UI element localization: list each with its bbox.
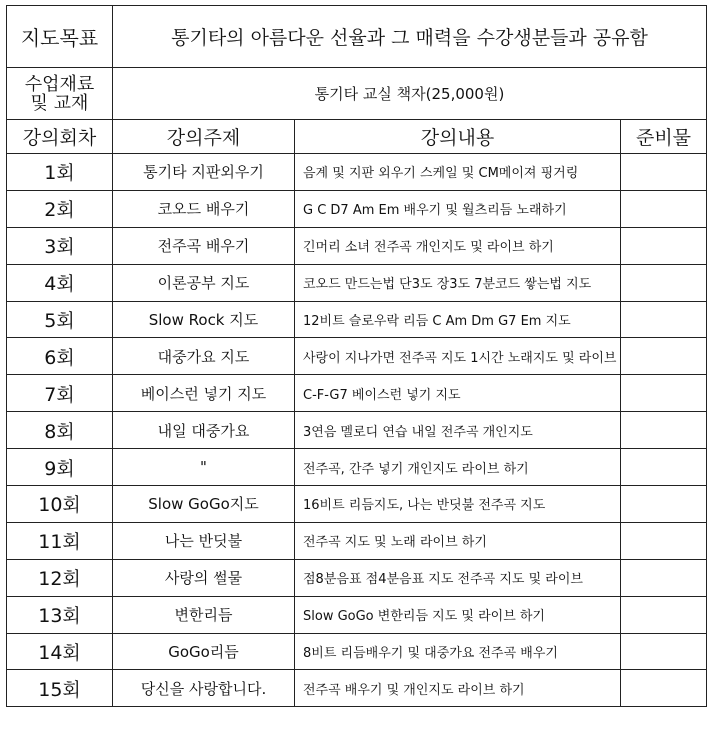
table-row [7,522,707,559]
table-row [7,596,707,633]
session-content: 전주곡 지도 및 노래 라이브 하기 [295,522,621,559]
table-row [7,412,707,449]
session-topic: 나는 반딧불 [113,522,295,559]
table-row [7,301,707,338]
goal-row [7,6,707,68]
session-prep [621,154,707,191]
session-content: 사랑이 지나가면 전주곡 지도 1시간 노래지도 및 라이브 [295,338,621,375]
session-prep [621,412,707,449]
session-prep [621,522,707,559]
session-topic: 당신을 사랑합니다. [113,670,295,707]
session-topic: Slow Rock 지도 [113,301,295,338]
goal-value: 통기타의 아름다운 선율과 그 매력을 수강생분들과 공유함 [113,6,707,68]
session-prep [621,633,707,670]
session-content: 3연음 멜로디 연습 내일 전주곡 개인지도 [295,412,621,449]
session-content: 12비트 슬로우락 리듬 C Am Dm G7 Em 지도 [295,301,621,338]
session-prep [621,301,707,338]
table-row [7,227,707,264]
session-prep [621,559,707,596]
column-header-prep: 준비물 [621,120,707,154]
table-row [7,559,707,596]
session-number: 12회 [7,559,113,596]
session-number: 5회 [7,301,113,338]
materials-value: 통기타 교실 책자(25,000원) [113,68,707,120]
session-number: 14회 [7,633,113,670]
session-topic: 내일 대중가요 [113,412,295,449]
session-prep [621,670,707,707]
session-number: 10회 [7,486,113,523]
session-content: 전주곡 배우기 및 개인지도 라이브 하기 [295,670,621,707]
session-number: 9회 [7,449,113,486]
table-row [7,449,707,486]
session-number: 4회 [7,264,113,301]
materials-label-line2: 및 교재 [30,92,89,114]
session-number: 1회 [7,154,113,191]
table-row [7,338,707,375]
session-topic: 통기타 지판외우기 [113,154,295,191]
column-header-session: 강의회차 [7,120,113,154]
goal-label: 지도목표 [7,6,113,68]
session-prep [621,449,707,486]
session-content: Slow GoGo 변한리듬 지도 및 라이브 하기 [295,596,621,633]
session-content: G C D7 Am Em 배우기 및 월츠리듬 노래하기 [295,190,621,227]
session-number: 8회 [7,412,113,449]
session-prep [621,264,707,301]
session-prep [621,596,707,633]
session-number: 15회 [7,670,113,707]
session-topic: " [113,449,295,486]
table-row [7,670,707,707]
table-row [7,633,707,670]
session-number: 13회 [7,596,113,633]
session-content: 16비트 리듬지도, 나는 반딧불 전주곡 지도 [295,486,621,523]
session-prep [621,375,707,412]
session-content: 점8분음표 점4분음표 지도 전주곡 지도 및 라이브 [295,559,621,596]
session-number: 6회 [7,338,113,375]
table-row [7,264,707,301]
session-content: 코오드 만드는법 단3도 장3도 7분코드 쌓는법 지도 [295,264,621,301]
table-row [7,375,707,412]
session-topic: GoGo리듬 [113,633,295,670]
session-number: 3회 [7,227,113,264]
materials-label [7,68,113,120]
session-prep [621,190,707,227]
session-content: 8비트 리듬배우기 및 대중가요 전주곡 배우기 [295,633,621,670]
session-topic: 전주곡 배우기 [113,227,295,264]
session-prep [621,338,707,375]
session-topic: 코오드 배우기 [113,190,295,227]
session-number: 7회 [7,375,113,412]
session-topic: 대중가요 지도 [113,338,295,375]
session-topic: Slow GoGo지도 [113,486,295,523]
column-header-content: 강의내용 [295,120,621,154]
session-prep [621,486,707,523]
materials-label-line1: 수업재료 [24,73,95,95]
table-row [7,486,707,523]
table-row [7,190,707,227]
session-number: 11회 [7,522,113,559]
session-number: 2회 [7,190,113,227]
curriculum-table [6,5,707,707]
session-topic: 이론공부 지도 [113,264,295,301]
session-content: C-F-G7 베이스런 넣기 지도 [295,375,621,412]
session-prep [621,227,707,264]
column-header-row [7,120,707,154]
session-content: 전주곡, 간주 넣기 개인지도 라이브 하기 [295,449,621,486]
session-topic: 변한리듬 [113,596,295,633]
session-topic: 베이스런 넣기 지도 [113,375,295,412]
table-row [7,154,707,191]
session-content: 긴머리 소녀 전주곡 개인지도 및 라이브 하기 [295,227,621,264]
session-content: 음계 및 지판 외우기 스케일 및 CM메이져 핑거링 [295,154,621,191]
column-header-topic: 강의주제 [113,120,295,154]
materials-row [7,68,707,120]
session-topic: 사랑의 썰물 [113,559,295,596]
